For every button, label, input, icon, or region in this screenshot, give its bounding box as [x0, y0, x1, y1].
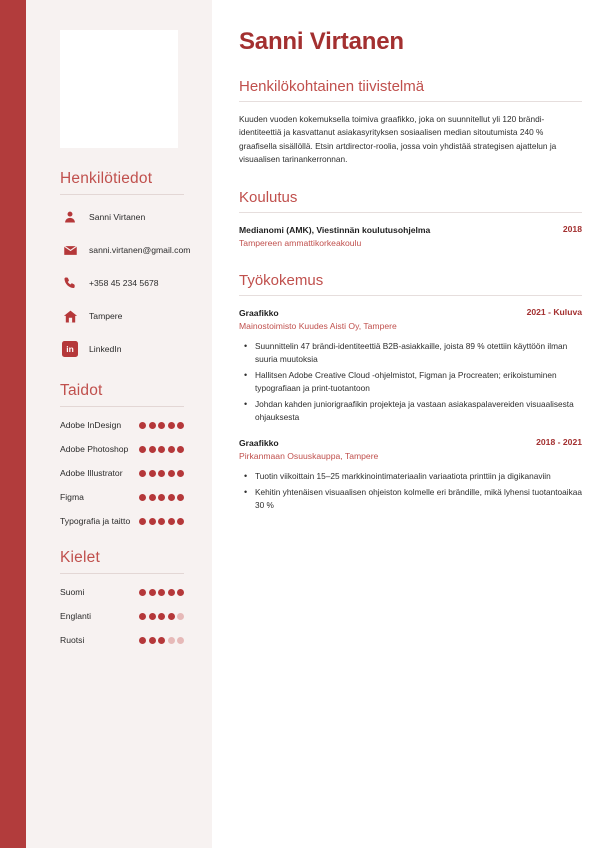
skills-heading: Taidot	[60, 382, 103, 399]
rating-dot-filled	[149, 422, 156, 429]
skill-row	[60, 441, 184, 457]
rating-dot-filled	[168, 613, 175, 620]
entry-bullets	[239, 340, 582, 424]
rating-dot-filled	[168, 494, 175, 501]
contact-linkedin-text: LinkedIn	[89, 343, 122, 354]
rating-dot-filled	[158, 518, 165, 525]
summary-heading: Henkilökohtainen tiivistelmä	[239, 78, 425, 95]
rating-dot-filled	[139, 470, 146, 477]
skill-row	[60, 513, 184, 529]
profile-photo-placeholder	[60, 30, 178, 148]
rating-dot-filled	[158, 422, 165, 429]
contact-item-linkedin[interactable]	[60, 337, 184, 361]
skill-label: Adobe Photoshop	[60, 444, 129, 454]
skill-row	[60, 417, 184, 433]
experience-list	[239, 307, 582, 512]
rating-dot-filled	[168, 422, 175, 429]
entry-header	[239, 224, 582, 236]
entry-date: 2018 - 2021	[536, 436, 582, 447]
rating-dot-filled	[177, 494, 184, 501]
rating-dot-filled	[158, 470, 165, 477]
contact-item-location	[60, 304, 184, 328]
bullet-item: • Tuotin viikoittain 15–25 markkinointimateriaalin variaatiota printtiin ja digikanaviin	[255, 470, 582, 483]
rating-dots	[139, 518, 184, 525]
entry-header	[239, 437, 582, 449]
entry	[239, 224, 582, 250]
rating-dot-filled	[177, 589, 184, 596]
rating-dot-filled	[139, 446, 146, 453]
contact-item-email[interactable]	[60, 238, 191, 262]
entry-bullets	[239, 470, 582, 512]
bullet-item: • Hallitsen Adobe Creative Cloud -ohjelmistot, Figman ja Procreaten; erikoistuminen typografiaan ja print-tuotantoon	[255, 369, 582, 395]
rating-dot-filled	[158, 494, 165, 501]
skill-label: Typografia ja taitto	[60, 516, 131, 526]
rating-dot-empty	[177, 613, 184, 620]
bullet-item: • Johdan kahden juniorigraafikin projekteja ja vastaan asiakaspalavereiden visuaalisesta ohjauksesta	[255, 398, 582, 424]
education-heading: Koulutus	[239, 188, 298, 206]
education-list	[239, 224, 582, 250]
skill-row	[60, 489, 184, 505]
rating-dot-empty	[177, 637, 184, 644]
rating-dots	[139, 494, 184, 501]
divider	[60, 194, 184, 195]
envelope-icon	[60, 243, 80, 258]
rating-dot-empty	[168, 637, 175, 644]
language-label: Suomi	[60, 587, 85, 597]
rating-dot-filled	[139, 422, 146, 429]
contact-item-phone[interactable]	[60, 271, 184, 295]
contact-phone-text: +358 45 234 5678	[89, 277, 159, 288]
rating-dot-filled	[149, 470, 156, 477]
skill-label: Adobe Illustrator	[60, 468, 123, 478]
entry	[239, 307, 582, 424]
rating-dot-filled	[149, 446, 156, 453]
bullet-item: • Kehitin yhtenäisen visuaalisen ohjeiston kolmelle eri brändille, mikä lyhensi tuotantoaikaa 30 %	[255, 486, 582, 512]
divider	[60, 406, 184, 407]
rating-dot-filled	[177, 446, 184, 453]
phone-icon	[60, 276, 80, 290]
personal-info-heading: Henkilötiedot	[60, 170, 153, 187]
rating-dots	[139, 613, 184, 620]
contact-item-name	[60, 205, 184, 229]
contact-name-text: Sanni Virtanen	[89, 211, 146, 222]
rating-dot-filled	[177, 470, 184, 477]
summary-text: Kuuden vuoden kokemuksella toimiva graafikko, joka on suunnitellut yli 120 brändi-identiteettiä ja kasvattanut asiakasyrityksen sosiaalisen median sitoutumista 240 % graafisella sisällöllä. Etsin artdirector-roolia, jossa voin yhdistää strategisen ajattelun ja visuaalisen tarinankerronnan.	[239, 114, 557, 165]
entry-title: Graafikko	[239, 437, 279, 448]
page-title: Sanni Virtanen	[239, 28, 404, 55]
rating-dot-filled	[149, 613, 156, 620]
personal-info-section	[48, 170, 202, 361]
rating-dot-filled	[149, 589, 156, 596]
rating-dot-filled	[139, 494, 146, 501]
language-label: Englanti	[60, 611, 92, 621]
rating-dot-filled	[158, 613, 165, 620]
rating-dots	[139, 637, 184, 644]
rating-dot-filled	[168, 589, 175, 596]
entry-organization: Pirkanmaan Osuuskauppa, Tampere	[239, 450, 379, 461]
person-icon	[60, 210, 80, 224]
languages-section	[48, 549, 202, 648]
entry-title: Graafikko	[239, 307, 279, 318]
rating-dots	[139, 589, 184, 596]
rating-dot-filled	[158, 589, 165, 596]
lang-row	[60, 608, 184, 624]
languages-list	[60, 584, 184, 648]
entry-date: 2018	[562, 223, 582, 234]
skill-label: Figma	[60, 492, 84, 502]
lang-row	[60, 632, 184, 648]
divider	[239, 295, 582, 296]
rating-dot-filled	[139, 637, 146, 644]
lang-row	[60, 584, 184, 600]
rating-dot-filled	[177, 422, 184, 429]
skills-list	[60, 417, 184, 529]
rating-dot-filled	[158, 637, 165, 644]
rating-dot-filled	[149, 637, 156, 644]
contact-location-text: Tampere	[89, 310, 123, 321]
rating-dot-filled	[177, 518, 184, 525]
rating-dots	[139, 446, 184, 453]
contact-email-text: sanni.virtanen@gmail.com	[89, 244, 191, 255]
rating-dot-filled	[139, 589, 146, 596]
languages-heading: Kielet	[60, 549, 100, 566]
sidebar	[26, 0, 212, 848]
divider	[239, 212, 582, 213]
entry	[239, 437, 582, 512]
skill-label: Adobe InDesign	[60, 420, 122, 430]
rating-dot-filled	[168, 518, 175, 525]
language-label: Ruotsi	[60, 635, 85, 645]
entry-organization: Tampereen ammattikorkeakoulu	[239, 237, 362, 248]
rating-dots	[139, 422, 184, 429]
rating-dot-filled	[168, 470, 175, 477]
rating-dot-filled	[139, 613, 146, 620]
home-icon	[60, 309, 80, 324]
left-accent-stripe	[0, 0, 26, 848]
rating-dot-filled	[168, 446, 175, 453]
linkedin-icon	[60, 341, 80, 357]
skills-section	[48, 382, 202, 529]
divider	[60, 573, 184, 574]
divider	[239, 101, 582, 102]
linkedin-badge-label: in	[62, 341, 78, 357]
rating-dot-filled	[158, 446, 165, 453]
rating-dots	[139, 470, 184, 477]
entry-title: Medianomi (AMK), Viestinnän koulutusohjelma	[239, 224, 431, 235]
entry-date: 2021 - Kuluva	[526, 306, 582, 317]
entry-organization: Mainostoimisto Kuudes Aisti Oy, Tampere	[239, 321, 397, 332]
profile-photo-container	[26, 0, 212, 148]
contact-list	[60, 205, 191, 361]
rating-dot-filled	[139, 518, 146, 525]
entry-header	[239, 307, 582, 319]
rating-dot-filled	[149, 494, 156, 501]
experience-heading: Työkokemus	[239, 271, 324, 289]
main-column	[212, 0, 600, 848]
bullet-item: • Suunnittelin 47 brändi-identiteettiä B2B-asiakkaille, joista 89 % otettiin käyttöön ilman suuria muutoksia	[255, 340, 582, 366]
skill-row	[60, 465, 184, 481]
rating-dot-filled	[149, 518, 156, 525]
